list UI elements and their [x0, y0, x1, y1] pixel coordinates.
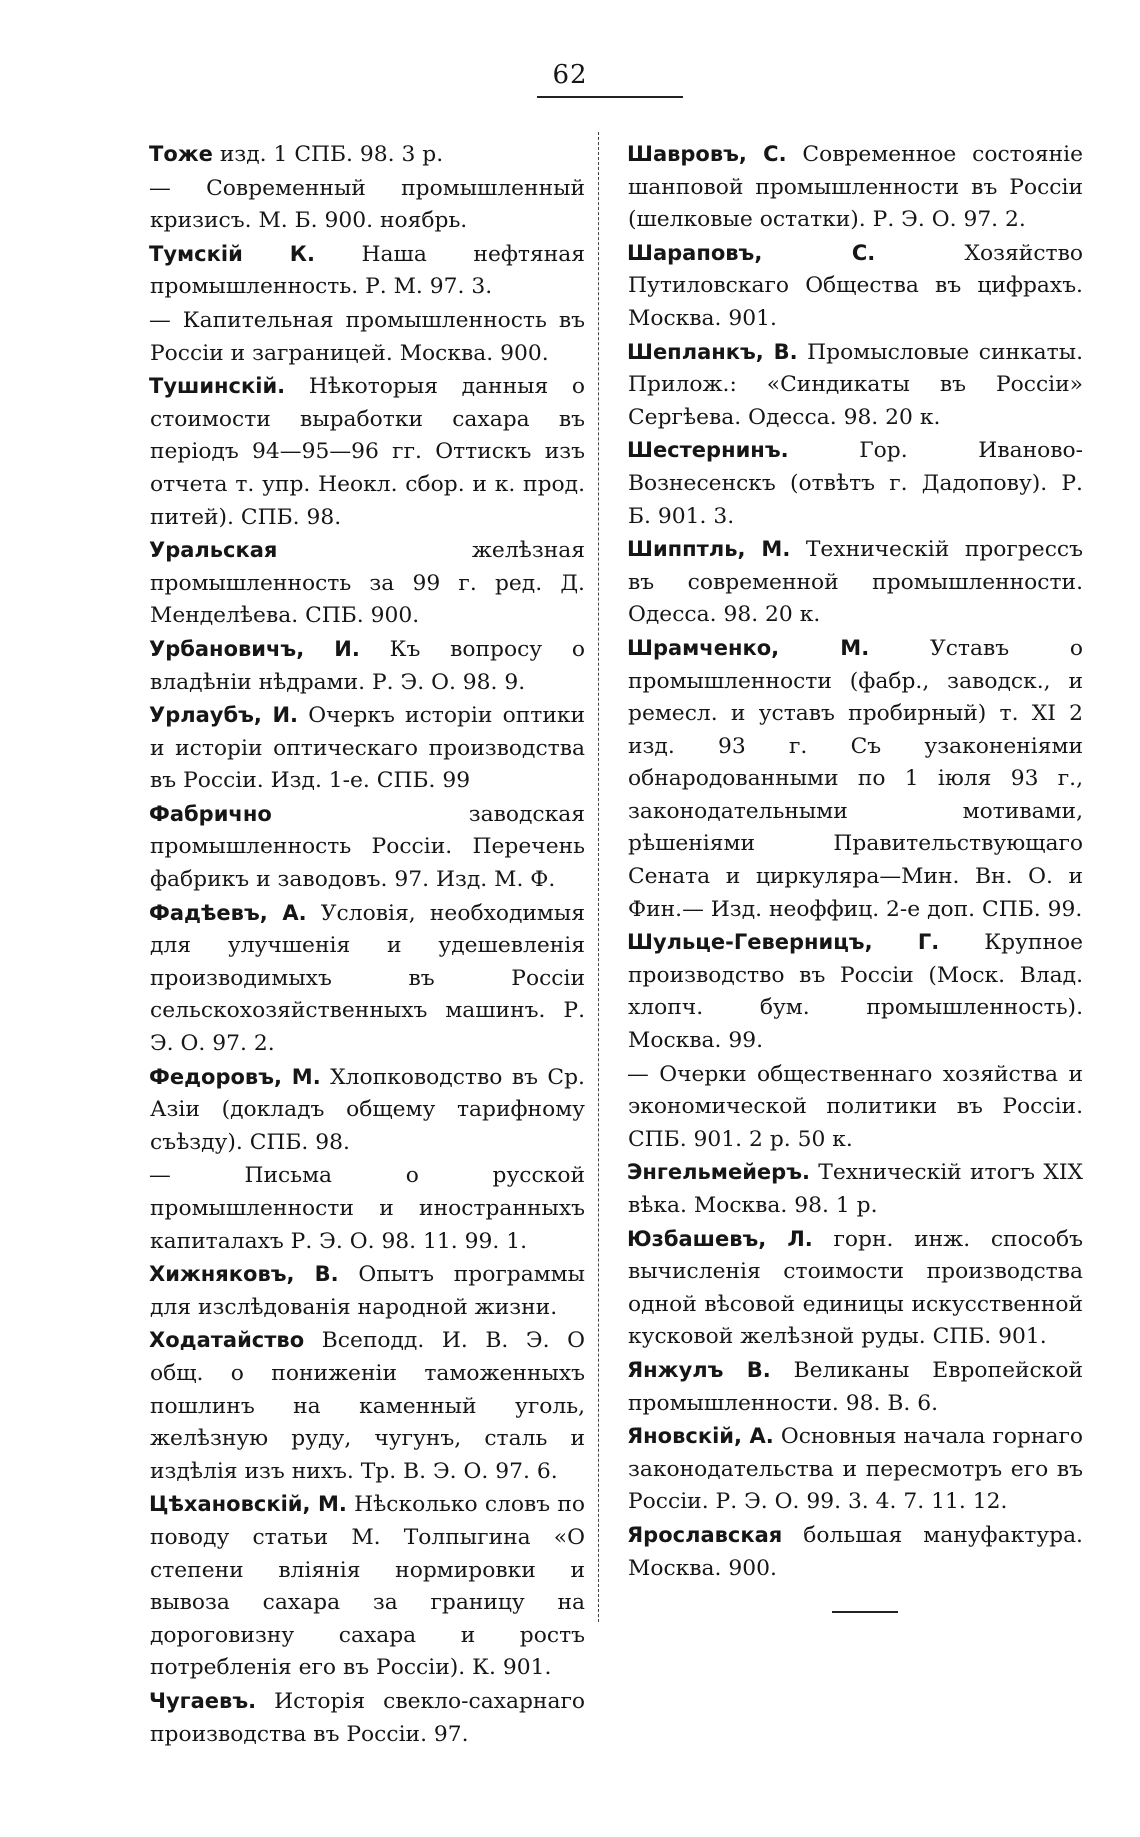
entry-author: Юзбашевъ, Л. [627, 1226, 813, 1251]
entry-text: желѣзная промышленность за 99 г. ред. Д. Менделѣева. СПБ. 900. [150, 538, 585, 629]
entry-author: Шепланкъ, В. [627, 339, 798, 364]
entry-author: Яновскій, А. [627, 1424, 774, 1449]
entry-text: Опытъ программы для изслѣдованія народной жизни. [150, 1262, 585, 1320]
bibliography-entry [150, 633, 585, 699]
entry-author: Ярославская [627, 1522, 783, 1547]
bibliography-entry [628, 1420, 1083, 1519]
entry-text: Великаны Европейской промышленности. 98. В. 6. [628, 1357, 1083, 1416]
entry-author: Фабрично [149, 801, 272, 826]
entry-text: Исторія свекло-сахарнаго производства въ Россіи. 97. [150, 1688, 585, 1747]
bibliography-entry [628, 926, 1083, 1057]
header-rule [537, 96, 683, 98]
entry-author: Фадѣевъ, А. [149, 900, 307, 925]
entry-author: Ходатайство [149, 1328, 305, 1353]
entry-text: Условія, необходимыя для улучшенія и удешевленія производимыхъ въ Россіи сельскохозяйственныхъ машинъ. Р. Э. О. 97. 2. [150, 900, 585, 1057]
bibliography-entry [150, 1488, 585, 1685]
entry-text: — Письма о русской промышленности и иностранныхъ капиталахъ Р. Э. О. 98. 11. 99. 1. [149, 1163, 585, 1254]
bibliography-entry [150, 1685, 585, 1751]
bibliography-entry [628, 1058, 1083, 1157]
bibliography-entry [628, 1156, 1083, 1222]
entry-author: Урлаубъ, И. [149, 703, 299, 728]
entry-text: Промысловые синкаты. Прилож.: «Синдикаты въ Россіи» Сергѣева. Одесса. 98. 20 к. [628, 339, 1083, 430]
entry-text: — Современный промышленный кризисъ. М. Б. 900. ноябрь. [149, 175, 585, 234]
entry-text: Крупное производство въ Россіи (Моск. Влад. хлопч. бум. промышленность). Москва. 99. [628, 930, 1083, 1054]
entry-text: большая мануфактура. Москва. 900. [628, 1522, 1083, 1581]
bibliography-entry [150, 1061, 585, 1160]
bibliography-entry [628, 138, 1083, 237]
entry-text: заводская промышленность Россіи. Перечень фабрикъ и заводовъ. 97. Изд. М. Ф. [150, 801, 585, 893]
entry-author: Хижняковъ, В. [149, 1262, 339, 1287]
bibliography-entry [150, 370, 585, 534]
bibliography-entry [150, 699, 585, 798]
bibliography-entry [150, 238, 585, 304]
entry-text: Нѣсколько словъ по поводу статьи М. Толпыгина «О степени вліянія нормировки и вывоза сахара за границу на дороговизну сахара и ростъ потребленія его въ Россіи). К. 901. [150, 1492, 586, 1681]
bibliography-entry [628, 237, 1083, 336]
bibliography-entry [628, 1519, 1083, 1585]
entry-author: Чугаевъ. [149, 1688, 257, 1713]
entry-text: горн. инж. способъ вычисленія стоимости производства одной вѣсовой единицы искусственной кусковой желѣзной руды. СПБ. 901. [628, 1226, 1084, 1350]
entry-text: Нѣкоторыя данныя о стоимости выработки сахара въ періодъ 94—95—96 гг. Оттискъ изъ отчета т. упр. Неокл. сбор. и к. прод. питей). СПБ. 98. [150, 374, 585, 530]
bibliography-entry [628, 1354, 1083, 1420]
entry-text: Основныя начала горнаго законодательства и пересмотръ его въ Россіи. Р. Э. О. 99. 3. 4. 7. 11. 12. [628, 1424, 1084, 1515]
entry-author: Тоже [149, 142, 213, 166]
entry-author: Шараповъ, С. [627, 240, 876, 265]
entry-author: Шрамченко, М. [627, 635, 870, 660]
entry-author: Янжулъ В. [627, 1357, 771, 1382]
entry-text: — Очерки общественнаго хозяйства и экономической политики въ Россіи. СПБ. 901. 2 р. 50 к. [627, 1061, 1083, 1152]
entry-text: Очеркъ исторіи оптики и исторіи оптическаго производства въ Россіи. Изд. 1-е. СПБ. 99 [150, 703, 586, 794]
left-column [150, 138, 585, 1751]
bibliography-entry [628, 434, 1083, 533]
entry-text: Къ вопросу о владѣніи нѣдрами. Р. Э. О. 98. 9. [150, 636, 585, 695]
entry-text: изд. 1 СПБ. 98. 3 р. [212, 142, 444, 167]
end-rule [832, 1611, 898, 1613]
entry-text: — Капительная промышленность въ Россіи и заграницей. Москва. 900. [149, 307, 585, 366]
entry-text: Гор. Иваново-Вознесенскъ (отвѣтъ г. Дадопову). Р. Б. 901. 3. [628, 438, 1083, 529]
entry-author: Уральская [149, 538, 278, 563]
entry-author: Тушинскій. [149, 374, 286, 399]
bibliography-entry [150, 1258, 585, 1324]
entry-author: Шавровъ, С. [627, 142, 787, 166]
entry-text: Техническій прогрессъ въ современной промышленности. Одесса. 98. 20 к. [628, 537, 1083, 628]
bibliography-entry [628, 632, 1083, 926]
entry-author: Тумскій К. [149, 241, 315, 266]
bibliography-entry [150, 172, 585, 238]
entry-author: Шипптль, М. [627, 537, 791, 562]
bibliography-entry [628, 336, 1083, 435]
right-column [628, 138, 1083, 1585]
bibliography-entry [150, 138, 585, 172]
entry-author: Урбановичъ, И. [149, 636, 360, 661]
entry-author: Шестернинъ. [627, 438, 789, 463]
entry-text: Уставъ о промышленности (фабр., заводск., и ремесл. и уставъ пробирный) т. XI 2 изд. 93 г. Съ узаконеніями обнародованными по 1 іюля 93 г., законодательными мотивами, рѣшеніями Правительствующаго Сената и циркуляра—Мин. Вн. О. и Фин.— Изд. неоффиц. 2-е доп. СПБ. 99. [628, 635, 1083, 922]
bibliography-entry [628, 1223, 1083, 1354]
bibliography-entry [150, 304, 585, 370]
entry-author: Энгельмейеръ. [627, 1160, 810, 1185]
entry-author: Шульце-Геверницъ, Г. [627, 930, 940, 955]
column-divider [598, 132, 599, 1622]
entry-author: Цѣхановскій, М. [149, 1492, 347, 1517]
bibliography-entry [150, 1324, 585, 1488]
entry-text: Техническій итогъ XIX вѣка. Москва. 98. 1 р. [628, 1160, 1083, 1218]
bibliography-entry [150, 534, 585, 633]
entry-text: Современное состояніе шанповой промышленности въ Россіи (шелковые остатки). Р. Э. О. 97. 2. [628, 142, 1083, 233]
entry-text: Наша нефтяная промышленность. Р. М. 97. 3. [150, 241, 585, 300]
page-number: 62 [552, 60, 588, 90]
entry-text: Хозяйство Путиловскаго Общества въ цифрахъ. Москва. 901. [628, 240, 1083, 331]
entry-text: Всеподд. И. В. Э. О общ. о пониженіи таможенныхъ пошлинъ на каменный уголь, желѣзную руду, чугунъ, сталь и издѣлія изъ нихъ. Тр. В. Э. О. 97. 6. [150, 1328, 585, 1484]
entry-author: Федоровъ, М. [149, 1064, 321, 1089]
bibliography-entry [150, 798, 585, 897]
entry-text: Хлопководство въ Ср. Азіи (докладъ общему тарифному съѣзду). СПБ. 98. [150, 1064, 585, 1155]
bibliography-entry [150, 1159, 585, 1258]
bibliography-entry [150, 897, 585, 1061]
bibliography-entry [628, 533, 1083, 632]
